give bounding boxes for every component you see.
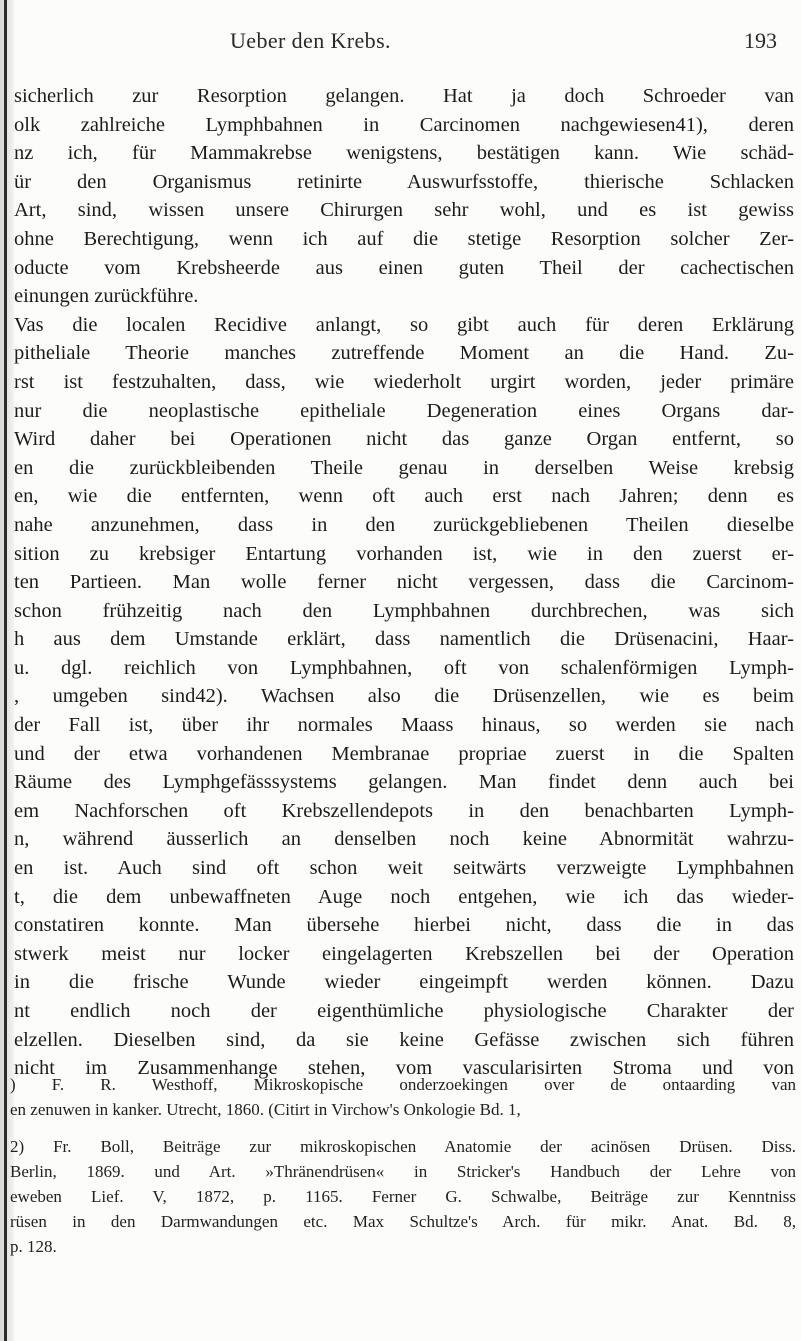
text-line: Art, sind, wissen unsere Chirurgen sehr wohl, und es ist gewiss	[14, 199, 794, 222]
page-number: 193	[744, 28, 777, 53]
footnote-line: p. 128.	[10, 1237, 57, 1256]
text-line: en die zurückbleibenden Theile genau in derselben Weise krebsig	[14, 456, 794, 479]
text-line: der Fall ist, über ihr normales Maass hinaus, so werden sie nach	[14, 714, 794, 737]
text-line: Vas die localen Recidive anlangt, so gibt auch für deren Erklärung	[14, 313, 794, 336]
text-line: und der etwa vorhandenen Membranae propriae zuerst in die Spalten	[14, 742, 794, 765]
text-line: ten Partieen. Man wolle ferner nicht vergessen, dass die Carcinom-	[14, 571, 794, 594]
text-line: Räume des Lymphgefässsystems gelangen. Man findet denn auch bei	[14, 771, 794, 794]
text-line: ohne Berechtigung, wenn ich auf die stetige Resorption solcher Zer-	[14, 227, 794, 250]
text-line: constatiren konnte. Man übersehe hierbei nicht, dass die in das	[14, 914, 794, 937]
binding-edge	[4, 0, 7, 1341]
text-line: n, während äusserlich an denselben noch keine Abnormität wahrzu-	[14, 828, 794, 851]
text-line: t, die dem unbewaffneten Auge noch entgehen, wie ich das wieder-	[14, 885, 794, 908]
footnote-line: rüsen in den Darmwandungen etc. Max Schultze's Arch. für mikr. Anat. Bd. 8,	[10, 1212, 796, 1231]
text-line: olk zahlreiche Lymphbahnen in Carcinomen nachgewiesen41), deren	[14, 113, 794, 136]
footnote-line: 2) Fr. Boll, Beiträge zur mikroskopischen Anatomie der acinösen Drüsen. Diss.	[10, 1137, 796, 1156]
footnotes-section	[10, 1072, 796, 1271]
text-line: oducte vom Krebsheerde aus einen guten Theil der cachectischen	[14, 256, 794, 279]
text-line: nt endlich noch der eigenthümliche physiologische Charakter der	[14, 1000, 794, 1022]
footnote-line: en zenuwen in kanker. Utrecht, 1860. (Citirt in Virchow's Onkologie Bd. 1,	[10, 1100, 521, 1119]
footnote	[10, 1134, 796, 1259]
text-line: Wird daher bei Operationen nicht das ganze Organ entfernt, so	[14, 428, 794, 451]
footnote	[10, 1072, 796, 1122]
text-line: en ist. Auch sind oft schon weit seitwärts verzweigte Lymphbahnen	[14, 857, 794, 880]
footnote-line: Berlin, 1869. und Art. »Thränendrüsen« in Stricker's Handbuch der Lehre von	[10, 1162, 796, 1181]
text-line: in die frische Wunde wieder eingeimpft werden können. Dazu	[14, 971, 794, 994]
text-line: sition zu krebsiger Entartung vorhanden ist, wie in den zuerst er-	[14, 542, 794, 565]
text-line: , umgeben sind42). Wachsen also die Drüsenzellen, wie es beim	[14, 685, 794, 708]
footnote-line: ) F. R. Westhoff, Mikroskopische onderzoekingen over de ontaarding van	[10, 1075, 796, 1094]
text-line: ür den Organismus retinirte Auswurfsstoffe, thierische Schlacken	[14, 170, 794, 193]
text-line: u. dgl. reichlich von Lymphbahnen, oft von schalenförmigen Lymph-	[14, 656, 794, 679]
text-line: nur die neoplastische epitheliale Degeneration eines Organs dar-	[14, 399, 794, 422]
text-line: en, wie die entfernten, wenn oft auch erst nach Jahren; denn es	[14, 485, 794, 508]
footnote-line: eweben Lief. V, 1872, p. 1165. Ferner G. Schwalbe, Beiträge zur Kenntniss	[10, 1187, 796, 1206]
text-line: nicht im Zusammenhange stehen, vom vascularisirten Stroma und von	[14, 1057, 794, 1080]
text-line: h aus dem Umstande erklärt, dass namentlich die Drüsenacini, Haar-	[14, 628, 794, 651]
text-line: pitheliale Theorie manches zutreffende Moment an die Hand. Zu-	[14, 342, 794, 365]
text-line: rst ist festzuhalten, dass, wie wiederholt urgirt worden, jeder primäre	[14, 370, 794, 393]
text-line: einungen zurückführe.	[14, 285, 199, 308]
body-text	[14, 82, 794, 1083]
text-line: em Nachforschen oft Krebszellendepots in den benachbarten Lymph-	[14, 799, 794, 822]
text-line: sicherlich zur Resorption gelangen. Hat ja doch Schroeder van	[14, 85, 794, 107]
text-line: elzellen. Dieselben sind, da sie keine Gefässe zwischen sich führen	[14, 1028, 794, 1051]
text-line: stwerk meist nur locker eingelagerten Krebszellen bei der Operation	[14, 942, 794, 965]
running-title: Ueber den Krebs.	[230, 28, 391, 53]
text-line: nahe anzunehmen, dass in den zurückgebliebenen Theilen dieselbe	[14, 513, 794, 536]
text-line: nz ich, für Mammakrebse wenigstens, bestätigen kann. Wie schäd-	[14, 142, 794, 165]
text-line: schon frühzeitig nach den Lymphbahnen durchbrechen, was sich	[14, 599, 794, 622]
